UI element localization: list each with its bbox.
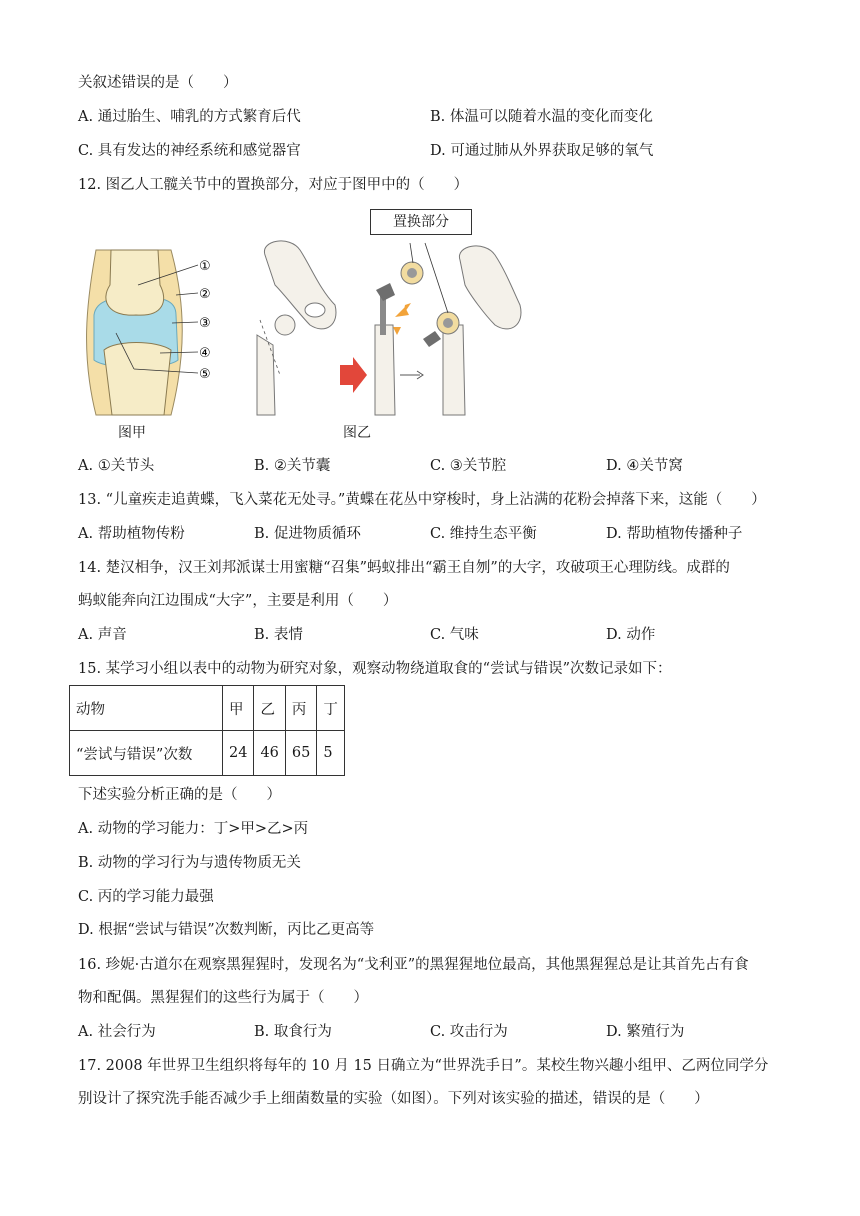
q15-option-b: B. 动物的学习行为与遗传物质无关: [78, 855, 301, 871]
q14-option-d: D. 动作: [606, 627, 656, 643]
q16-option-c: C. 攻击行为: [430, 1024, 508, 1040]
joint-head-shape: [106, 250, 164, 315]
q16-option-a: A. 社会行为: [78, 1024, 156, 1040]
q17-stem-line2: 别设计了探究洗手能否减少手上细菌数量的实验（如图）。下列对该实验的描述，错误的是（ ）: [78, 1091, 709, 1107]
q15-option-a: A. 动物的学习能力：丁>甲>乙>丙: [78, 821, 309, 837]
q11-option-d: D. 可通过肺从外界获取足够的氧气: [430, 143, 654, 159]
table-cell: 5: [317, 731, 345, 776]
figure-jia-label: 图甲: [118, 425, 146, 441]
q12-option-c: C. ③关节腔: [430, 458, 507, 474]
q12-option-d: D. ④关节窝: [606, 458, 683, 474]
red-arrow-icon: [340, 357, 367, 393]
q11-stem-tail: 关叙述错误的是（ ）: [78, 75, 238, 91]
marker-5: ⑤: [199, 367, 211, 382]
q13-stem: 13. “儿童疾走追黄蝶，飞入菜花无处寻。”黄蝶在花丛中穿梭时，身上沾满的花粉会掉落下来，这能（ ）: [78, 492, 766, 508]
q13-option-d: D. 帮助植物传播种子: [606, 526, 743, 542]
replace-part-callout: [370, 209, 472, 235]
table-header-row: [70, 686, 345, 731]
q15-stem: 15. 某学习小组以表中的动物为研究对象，观察动物绕道取食的“尝试与错误”次数记录如下：: [78, 661, 672, 677]
q11-option-c: C. 具有发达的神经系统和感觉器官: [78, 143, 301, 159]
q13-option-c: C. 维持生态平衡: [430, 526, 537, 542]
q12-option-b: B. ②关节囊: [254, 458, 331, 474]
q15-option-c: C. 丙的学习能力最强: [78, 889, 214, 905]
table-cell: 丁: [317, 686, 345, 731]
q15-option-d: D. 根据“尝试与错误”次数判断，丙比乙更高等: [78, 922, 375, 938]
q14-option-b: B. 表情: [254, 627, 303, 643]
marker-1: ①: [199, 259, 211, 274]
table-cell: 丙: [285, 686, 316, 731]
q16-stem-line1: 16. 珍妮·古道尔在观察黑猩猩时，发现名为“戈利亚”的黑猩猩地位最高，其他黑猩猩总是让其首先占有食: [78, 957, 749, 973]
q13-option-a: A. 帮助植物传粉: [78, 526, 185, 542]
table-cell: 乙: [254, 686, 285, 731]
table-cell: 46: [254, 731, 285, 776]
figure-yi-label: 图乙: [343, 425, 371, 441]
marker-2: ②: [199, 287, 211, 302]
q15-prompt: 下述实验分析正确的是（ ）: [78, 787, 281, 803]
trial-error-table: [69, 685, 345, 776]
table-cell: 65: [285, 731, 316, 776]
knee-joint-figure: [76, 245, 246, 445]
q14-stem-line2: 蚂蚁能奔向江边围成“大字”，主要是利用（ ）: [78, 593, 398, 609]
table-cell: 甲: [223, 686, 254, 731]
q16-option-b: B. 取食行为: [254, 1024, 332, 1040]
table-cell: 动物: [70, 686, 223, 731]
q16-option-d: D. 繁殖行为: [606, 1024, 685, 1040]
q12-option-a: A. ①关节头: [78, 458, 155, 474]
q11-option-b: B. 体温可以随着水温的变化而变化: [430, 109, 653, 125]
hip-replacement-figure: [245, 235, 525, 435]
q11-option-a: A. 通过胎生、哺乳的方式繁育后代: [78, 109, 301, 125]
q14-option-a: A. 声音: [78, 627, 127, 643]
q14-option-c: C. 气味: [430, 627, 479, 643]
table-cell: “尝试与错误”次数: [70, 731, 223, 776]
q13-option-b: B. 促进物质循环: [254, 526, 361, 542]
q12-stem: 12. 图乙人工髋关节中的置换部分，对应于图甲中的（ ）: [78, 177, 469, 193]
q17-stem-line1: 17. 2008 年世界卫生组织将每年的 10 月 15 日确立为“世界洗手日”。某校生物兴趣小组甲、乙两位同学分: [78, 1058, 769, 1074]
q14-stem-line1: 14. 楚汉相争，汉王刘邦派谋士用蜜糖“召集”蚂蚁排出“霸王自刎”的大字，攻破项王心理防线。成群的: [78, 560, 730, 576]
table-cell: 24: [223, 731, 254, 776]
replace-part-label: 置换部分: [393, 214, 449, 230]
marker-3: ③: [199, 316, 211, 331]
q16-stem-line2: 物和配偶。黑猩猩们的这些行为属于（ ）: [78, 990, 368, 1006]
table-row: [70, 731, 345, 776]
marker-4: ④: [199, 346, 211, 361]
